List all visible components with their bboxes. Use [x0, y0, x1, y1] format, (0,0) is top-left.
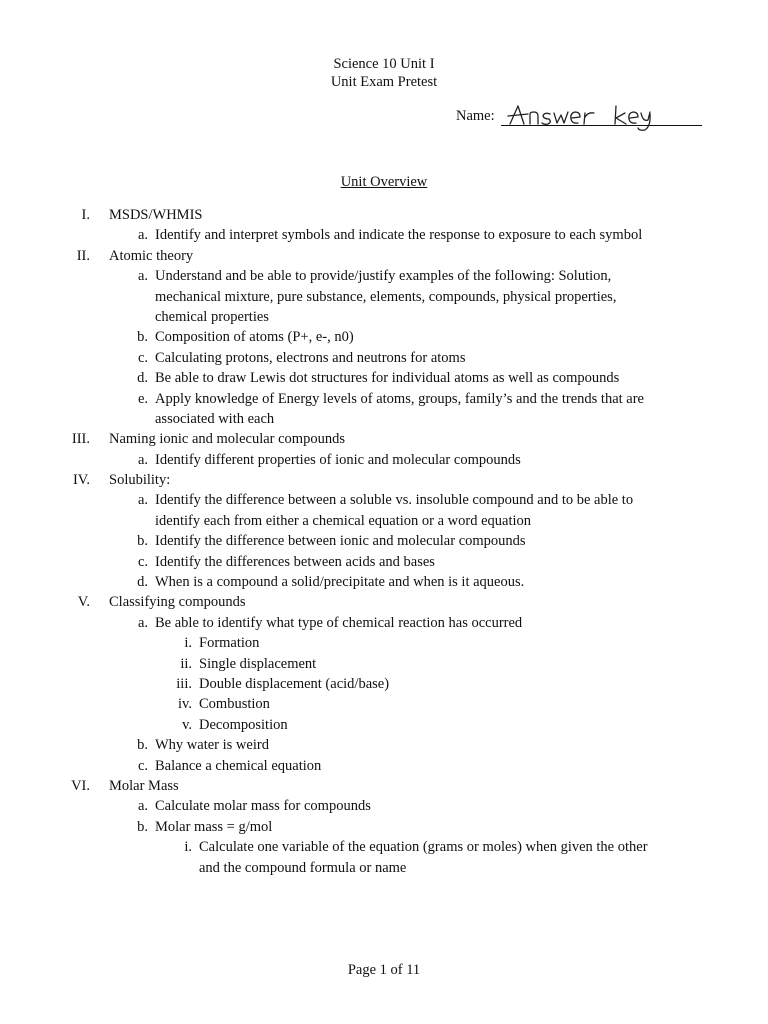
section-text: Naming ionic and molecular compounds	[109, 431, 345, 448]
section-text: Molar Mass	[109, 777, 179, 794]
item-text: chemical properties	[155, 308, 269, 325]
subitem-text: and the compound formula or name	[199, 859, 407, 876]
section-number: VI.	[71, 777, 90, 794]
section-line	[0, 429, 768, 449]
subitem-line	[0, 858, 768, 878]
subitem-number: iii.	[176, 675, 192, 692]
exam-title: Unit Exam Pretest	[330, 74, 438, 90]
section-number: II.	[76, 247, 90, 264]
item-text: Identify different properties of ionic and molecular compounds	[155, 451, 521, 468]
item-number: b.	[137, 737, 148, 754]
item-text: identify each from either a chemical equation or a word equation	[155, 512, 532, 529]
section-line	[0, 470, 768, 490]
item-text: Understand and be able to provide/justify examples of the following: Solution,	[155, 268, 612, 285]
item-text: Identify the difference between a soluble vs. insoluble compound and to be able to	[155, 492, 634, 509]
section-line	[0, 592, 768, 612]
item-number: a.	[137, 614, 148, 631]
section-text: MSDS/WHMIS	[109, 207, 203, 223]
section-text: Atomic theory	[109, 247, 194, 264]
item-number: b.	[137, 533, 148, 550]
item-text: associated with each	[155, 410, 275, 427]
unit-overview-heading: Unit Overview	[340, 174, 428, 190]
item-number: b.	[137, 329, 148, 346]
item-number: a.	[137, 492, 148, 509]
name-field	[456, 106, 706, 130]
section-line	[0, 776, 768, 796]
item-line	[0, 756, 768, 776]
item-number: c.	[137, 349, 148, 366]
section-text: Solubility:	[109, 472, 171, 489]
subitem-line	[0, 694, 768, 714]
item-number: d.	[137, 574, 148, 591]
subitem-line	[0, 654, 768, 674]
item-line	[0, 368, 768, 388]
subitem-number: ii.	[180, 655, 192, 672]
item-line	[0, 266, 768, 286]
item-number: a.	[137, 451, 148, 468]
page-number: Page 1 of 11	[347, 962, 421, 978]
subitem-line	[0, 837, 768, 857]
item-number: d.	[137, 370, 148, 387]
item-text: Composition of atoms (P+, e-, n0)	[155, 329, 354, 346]
item-line	[0, 796, 768, 816]
item-line	[0, 225, 768, 245]
section-line	[0, 246, 768, 266]
item-text: Balance a chemical equation	[155, 757, 322, 774]
subitem-number: i.	[184, 635, 192, 652]
item-line	[0, 817, 768, 837]
subitem-number: v.	[182, 716, 192, 733]
subitem-number: iv.	[178, 696, 192, 713]
course-title: Science 10 Unit I	[333, 56, 435, 72]
item-line	[0, 490, 768, 510]
item-line	[0, 389, 768, 409]
section-text: Classifying compounds	[109, 594, 246, 611]
item-number: c.	[137, 553, 148, 570]
unit-outline	[0, 205, 768, 878]
item-line	[0, 531, 768, 551]
item-line	[0, 735, 768, 755]
item-line	[0, 552, 768, 572]
item-text: mechanical mixture, pure substance, elements, compounds, physical properties,	[155, 288, 617, 305]
item-number: a.	[137, 798, 148, 815]
section-number: V.	[77, 594, 90, 611]
item-line	[0, 287, 768, 307]
item-text: When is a compound a solid/precipitate and when is it aqueous.	[155, 574, 525, 591]
section-number: I.	[81, 207, 90, 223]
item-text: Molar mass = g/mol	[155, 818, 273, 835]
item-text: Be able to identify what type of chemical reaction has occurred	[155, 614, 523, 631]
section-line	[0, 205, 768, 225]
item-text: Be able to draw Lewis dot structures for individual atoms as well as compounds	[155, 370, 620, 387]
item-text: Calculating protons, electrons and neutrons for atoms	[155, 349, 466, 366]
subitem-line	[0, 633, 768, 653]
item-line	[0, 307, 768, 327]
subitem-text: Single displacement	[199, 655, 317, 672]
subitem-text: Decomposition	[199, 716, 288, 733]
item-line	[0, 348, 768, 368]
item-number: c.	[137, 757, 148, 774]
handwritten-answer-key	[506, 102, 696, 132]
item-line	[0, 450, 768, 470]
item-text: Identify the differences between acids and bases	[155, 553, 435, 570]
subitem-text: Combustion	[199, 696, 270, 713]
item-line	[0, 409, 768, 429]
item-line	[0, 613, 768, 633]
subitem-line	[0, 674, 768, 694]
subitem-text: Double displacement (acid/base)	[199, 675, 390, 692]
subitem-line	[0, 715, 768, 735]
item-text: Identify and interpret symbols and indicate the response to exposure to each symbol	[155, 227, 643, 244]
item-line	[0, 511, 768, 531]
section-number: III.	[71, 431, 90, 448]
item-line	[0, 572, 768, 592]
item-text: Apply knowledge of Energy levels of atoms, groups, family’s and the trends that are	[155, 390, 644, 407]
item-line	[0, 327, 768, 347]
item-number: a.	[137, 227, 148, 244]
item-text: Why water is weird	[155, 737, 269, 754]
name-label: Name:	[456, 108, 495, 124]
item-number: b.	[137, 818, 148, 835]
item-text: Identify the difference between ionic and molecular compounds	[155, 533, 526, 550]
item-text: Calculate molar mass for compounds	[155, 798, 371, 815]
section-number: IV.	[72, 472, 90, 489]
subitem-text: Formation	[199, 635, 260, 652]
subitem-text: Calculate one variable of the equation (grams or moles) when given the other	[199, 839, 648, 856]
item-number: e.	[137, 390, 148, 407]
subitem-number: i.	[184, 839, 192, 856]
item-number: a.	[137, 268, 148, 285]
